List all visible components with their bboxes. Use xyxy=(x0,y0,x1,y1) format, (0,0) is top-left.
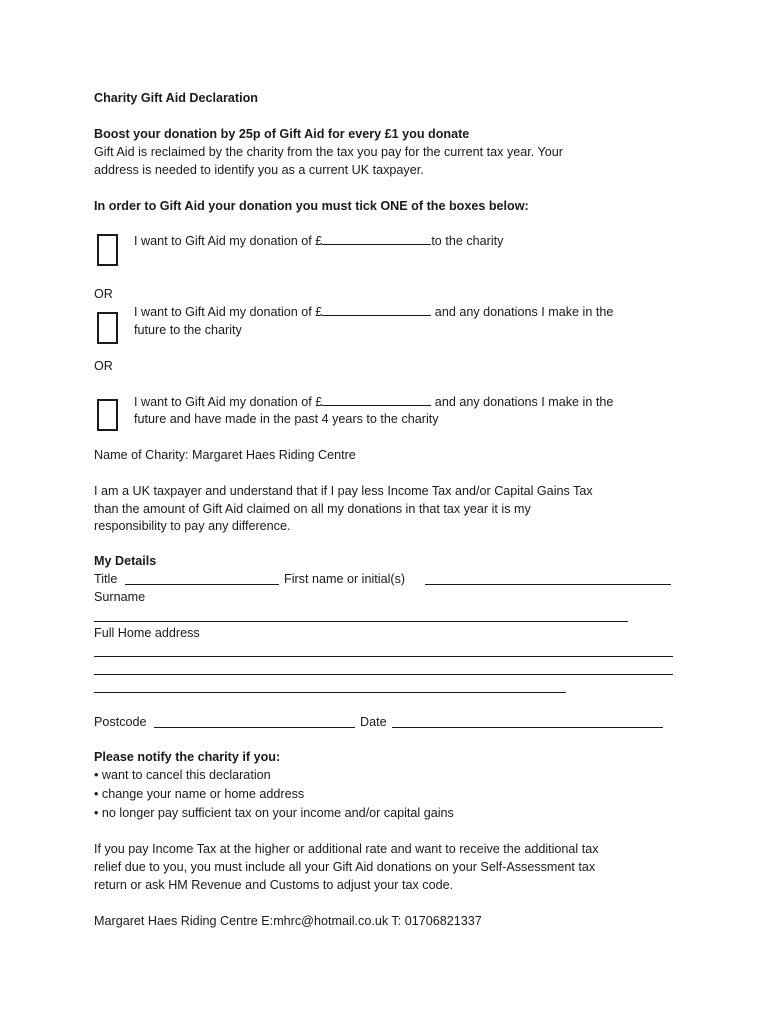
notify-heading: Please notify the charity if you: xyxy=(94,750,281,764)
my-details-heading: My Details xyxy=(94,554,157,568)
taxpayer-statement-line: I am a UK taxpayer and understand that if I pay less Income Tax and/or Capital Gains Tax xyxy=(94,484,593,498)
gift-aid-option-2-checkbox[interactable] xyxy=(97,312,118,344)
date-field[interactable] xyxy=(392,727,663,728)
donation-amount-field[interactable] xyxy=(322,303,431,316)
surname-label: Surname xyxy=(94,590,146,604)
option-text-continued: future to the charity xyxy=(134,323,242,337)
gift-aid-option-1-text xyxy=(134,232,503,250)
address-field-line-3[interactable] xyxy=(94,692,566,693)
option-text: I want to Gift Aid my donation of £ xyxy=(134,234,323,248)
notify-list-item: • no longer pay sufficient tax on your income and/or capital gains xyxy=(94,806,454,820)
option-text: and any donations I make in the xyxy=(431,305,614,319)
gift-aid-option-1-checkbox[interactable] xyxy=(97,234,118,266)
gift-aid-option-2-text xyxy=(134,303,613,321)
option-text: and any donations I make in the xyxy=(431,395,614,409)
taxpayer-statement-line: than the amount of Gift Aid claimed on all my donations in that tax year it is my xyxy=(94,502,531,516)
title-field[interactable] xyxy=(125,584,279,585)
postcode-label: Postcode xyxy=(94,715,147,729)
option-text: to the charity xyxy=(431,234,504,248)
date-label: Date xyxy=(360,715,387,729)
home-address-label: Full Home address xyxy=(94,626,200,640)
address-field-line-1[interactable] xyxy=(94,656,673,657)
option-text: I want to Gift Aid my donation of £ xyxy=(134,395,323,409)
option-text-continued: future and have made in the past 4 years to the charity xyxy=(134,412,439,426)
higher-rate-note-line: relief due to you, you must include all your Gift Aid donations on your Self-Assessment tax xyxy=(94,860,596,874)
intro-text-line: Gift Aid is reclaimed by the charity from the tax you pay for the current tax year. Your xyxy=(94,145,563,159)
higher-rate-note-line: If you pay Income Tax at the higher or additional rate and want to receive the additional tax xyxy=(94,842,599,856)
boost-heading: Boost your donation by 25p of Gift Aid for every £1 you donate xyxy=(94,127,470,141)
donation-amount-field[interactable] xyxy=(322,232,431,245)
first-name-label: First name or initial(s) xyxy=(284,572,406,586)
contact-footer: Margaret Haes Riding Centre E:mhrc@hotmail.co.uk T: 01706821337 xyxy=(94,914,482,928)
page-title: Charity Gift Aid Declaration xyxy=(94,91,258,105)
or-separator: OR xyxy=(94,287,113,301)
surname-field[interactable] xyxy=(94,621,628,622)
address-field-line-2[interactable] xyxy=(94,674,673,675)
notify-list-item: • change your name or home address xyxy=(94,787,305,801)
option-text: I want to Gift Aid my donation of £ xyxy=(134,305,323,319)
title-label: Title xyxy=(94,572,118,586)
intro-text-line: address is needed to identify you as a current UK taxpayer. xyxy=(94,163,424,177)
first-name-field[interactable] xyxy=(425,584,671,585)
gift-aid-option-3-text xyxy=(134,393,613,411)
tick-instruction: In order to Gift Aid your donation you must tick ONE of the boxes below: xyxy=(94,199,529,213)
gift-aid-option-3-checkbox[interactable] xyxy=(97,399,118,431)
charity-name: Name of Charity: Margaret Haes Riding Centre xyxy=(94,448,356,462)
higher-rate-note-line: return or ask HM Revenue and Customs to adjust your tax code. xyxy=(94,878,454,892)
taxpayer-statement-line: responsibility to pay any difference. xyxy=(94,519,291,533)
or-separator: OR xyxy=(94,359,113,373)
donation-amount-field[interactable] xyxy=(322,393,431,406)
notify-list-item: • want to cancel this declaration xyxy=(94,768,271,782)
postcode-field[interactable] xyxy=(154,727,355,728)
